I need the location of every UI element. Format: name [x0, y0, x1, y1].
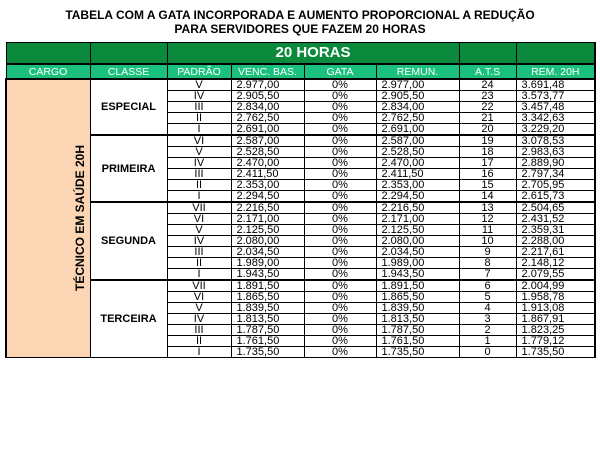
rem-20h-cell: 2.288,00 — [516, 236, 595, 247]
gata-cell: 0% — [304, 102, 376, 113]
classe-cell: TERCEIRA — [90, 280, 167, 358]
venc-bas-cell: 2.587,00 — [231, 135, 304, 147]
ats-cell: 4 — [459, 303, 516, 314]
banner-spacer-classe — [90, 43, 167, 65]
column-header-cargo: CARGO — [6, 64, 90, 79]
ats-cell: 11 — [459, 225, 516, 236]
column-header-ats: A.T.S — [459, 64, 516, 79]
gata-cell: 0% — [304, 225, 376, 236]
venc-bas-cell: 2.762,50 — [231, 113, 304, 124]
column-header-remun: REMUN. — [376, 64, 459, 79]
venc-bas-cell: 2.216,50 — [231, 202, 304, 214]
venc-bas-cell: 1.761,50 — [231, 336, 304, 347]
remun-cell: 2.528,50 — [376, 147, 459, 158]
padrao-cell: VI — [167, 135, 231, 147]
rem-20h-cell: 2.983,63 — [516, 147, 595, 158]
gata-cell: 0% — [304, 158, 376, 169]
venc-bas-cell: 2.080,00 — [231, 236, 304, 247]
venc-bas-cell: 2.528,50 — [231, 147, 304, 158]
padrao-cell: V — [167, 225, 231, 236]
rem-20h-cell: 3.573,77 — [516, 91, 595, 102]
gata-cell: 0% — [304, 79, 376, 91]
gata-cell: 0% — [304, 325, 376, 336]
rem-20h-cell: 2.431,52 — [516, 214, 595, 225]
venc-bas-cell: 1.735,50 — [231, 347, 304, 358]
rem-20h-cell: 1.958,78 — [516, 292, 595, 303]
cargo-cell — [6, 79, 90, 358]
rem-20h-cell: 1.823,25 — [516, 325, 595, 336]
venc-bas-cell: 2.905,50 — [231, 91, 304, 102]
rem-20h-cell: 1.913,08 — [516, 303, 595, 314]
remun-cell: 1.943,50 — [376, 269, 459, 281]
padrao-cell: II — [167, 336, 231, 347]
padrao-cell: III — [167, 169, 231, 180]
venc-bas-cell: 2.977,00 — [231, 79, 304, 91]
ats-cell: 9 — [459, 247, 516, 258]
gata-cell: 0% — [304, 91, 376, 102]
rem-20h-cell: 2.504,65 — [516, 202, 595, 214]
gata-cell: 0% — [304, 336, 376, 347]
padrao-cell: VI — [167, 214, 231, 225]
remun-cell: 1.989,00 — [376, 258, 459, 269]
column-header-venc-bas: VENC. BAS. — [231, 64, 304, 79]
ats-cell: 18 — [459, 147, 516, 158]
classe-cell: ESPECIAL — [90, 79, 167, 135]
remun-cell: 1.735,50 — [376, 347, 459, 358]
gata-cell: 0% — [304, 135, 376, 147]
venc-bas-cell: 1.787,50 — [231, 325, 304, 336]
ats-cell: 5 — [459, 292, 516, 303]
remun-cell: 2.587,00 — [376, 135, 459, 147]
venc-bas-cell: 1.989,00 — [231, 258, 304, 269]
venc-bas-cell: 1.943,50 — [231, 269, 304, 281]
ats-cell: 6 — [459, 280, 516, 292]
remun-cell: 1.813,50 — [376, 314, 459, 325]
venc-bas-cell: 2.353,00 — [231, 180, 304, 191]
banner-spacer-cargo — [6, 43, 90, 65]
title-line-2: PARA SERVIDORES QUE FAZEM 20 HORAS — [174, 22, 426, 36]
remun-cell: 2.294,50 — [376, 191, 459, 203]
padrao-cell: II — [167, 180, 231, 191]
rem-20h-cell: 3.691,48 — [516, 79, 595, 91]
banner-spacer-rem — [516, 43, 595, 65]
remun-cell: 2.905,50 — [376, 91, 459, 102]
padrao-cell: VII — [167, 280, 231, 292]
remun-cell: 2.834,00 — [376, 102, 459, 113]
remun-cell: 2.034,50 — [376, 247, 459, 258]
padrao-cell: IV — [167, 314, 231, 325]
ats-cell: 19 — [459, 135, 516, 147]
padrao-cell: I — [167, 124, 231, 136]
rem-20h-cell: 2.797,34 — [516, 169, 595, 180]
gata-cell: 0% — [304, 124, 376, 136]
venc-bas-cell: 1.865,50 — [231, 292, 304, 303]
remun-cell: 2.691,00 — [376, 124, 459, 136]
rem-20h-cell: 3.342,63 — [516, 113, 595, 124]
table-row — [6, 280, 595, 292]
remun-cell: 2.762,50 — [376, 113, 459, 124]
rem-20h-cell: 3.457,48 — [516, 102, 595, 113]
ats-cell: 0 — [459, 347, 516, 358]
rem-20h-cell: 3.229,20 — [516, 124, 595, 136]
padrao-cell: III — [167, 102, 231, 113]
remun-cell: 1.865,50 — [376, 292, 459, 303]
padrao-cell: IV — [167, 91, 231, 102]
gata-cell: 0% — [304, 191, 376, 203]
remun-cell: 2.171,00 — [376, 214, 459, 225]
column-header-gata: GATA — [304, 64, 376, 79]
gata-cell: 0% — [304, 113, 376, 124]
venc-bas-cell: 2.691,00 — [231, 124, 304, 136]
padrao-cell: I — [167, 347, 231, 358]
ats-cell: 8 — [459, 258, 516, 269]
rem-20h-cell: 2.615,73 — [516, 191, 595, 203]
padrao-cell: I — [167, 269, 231, 281]
remun-cell: 1.839,50 — [376, 303, 459, 314]
remun-cell: 1.891,50 — [376, 280, 459, 292]
rem-20h-cell: 2.148,12 — [516, 258, 595, 269]
venc-bas-cell: 2.034,50 — [231, 247, 304, 258]
ats-cell: 17 — [459, 158, 516, 169]
table-row — [6, 135, 595, 147]
padrao-cell: V — [167, 303, 231, 314]
venc-bas-cell: 2.834,00 — [231, 102, 304, 113]
ats-cell: 16 — [459, 169, 516, 180]
gata-cell: 0% — [304, 303, 376, 314]
padrao-cell: V — [167, 79, 231, 91]
remun-cell: 2.411,50 — [376, 169, 459, 180]
padrao-cell: I — [167, 191, 231, 203]
ats-cell: 24 — [459, 79, 516, 91]
title-line-1: TABELA COM A GATA INCORPORADA E AUMENTO PROPORCIONAL A REDUÇÃO — [65, 8, 535, 22]
remun-cell: 2.470,00 — [376, 158, 459, 169]
gata-cell: 0% — [304, 347, 376, 358]
remun-cell: 2.125,50 — [376, 225, 459, 236]
ats-cell: 13 — [459, 202, 516, 214]
ats-cell: 15 — [459, 180, 516, 191]
table-row — [6, 202, 595, 214]
rem-20h-cell: 1.779,12 — [516, 336, 595, 347]
ats-cell: 14 — [459, 191, 516, 203]
padrao-cell: III — [167, 247, 231, 258]
gata-cell: 0% — [304, 236, 376, 247]
rem-20h-cell: 2.359,31 — [516, 225, 595, 236]
padrao-cell: VI — [167, 292, 231, 303]
ats-cell: 21 — [459, 113, 516, 124]
gata-cell: 0% — [304, 169, 376, 180]
remun-cell: 1.787,50 — [376, 325, 459, 336]
padrao-cell: II — [167, 258, 231, 269]
ats-cell: 7 — [459, 269, 516, 281]
ats-cell: 20 — [459, 124, 516, 136]
hours-banner-row — [6, 43, 595, 65]
padrao-cell: V — [167, 147, 231, 158]
rem-20h-cell: 2.004,99 — [516, 280, 595, 292]
remun-cell: 2.977,00 — [376, 79, 459, 91]
gata-cell: 0% — [304, 247, 376, 258]
ats-cell: 12 — [459, 214, 516, 225]
venc-bas-cell: 2.411,50 — [231, 169, 304, 180]
gata-cell: 0% — [304, 180, 376, 191]
classe-cell: PRIMEIRA — [90, 135, 167, 202]
padrao-cell: II — [167, 113, 231, 124]
rem-20h-cell: 2.217,61 — [516, 247, 595, 258]
padrao-cell: IV — [167, 236, 231, 247]
salary-table — [5, 42, 596, 358]
gata-cell: 0% — [304, 214, 376, 225]
column-header-padrao: PADRÃO — [167, 64, 231, 79]
venc-bas-cell: 2.125,50 — [231, 225, 304, 236]
remun-cell: 2.080,00 — [376, 236, 459, 247]
column-header-rem-20h: REM. 20H — [516, 64, 595, 79]
remun-cell: 1.761,50 — [376, 336, 459, 347]
venc-bas-cell: 1.813,50 — [231, 314, 304, 325]
padrao-cell: III — [167, 325, 231, 336]
gata-cell: 0% — [304, 202, 376, 214]
ats-cell: 23 — [459, 91, 516, 102]
ats-cell: 10 — [459, 236, 516, 247]
remun-cell: 2.353,00 — [376, 180, 459, 191]
gata-cell: 0% — [304, 147, 376, 158]
classe-cell: SEGUNDA — [90, 202, 167, 280]
rem-20h-cell: 3.078,53 — [516, 135, 595, 147]
remun-cell: 2.216,50 — [376, 202, 459, 214]
gata-cell: 0% — [304, 280, 376, 292]
padrao-cell: VII — [167, 202, 231, 214]
column-header-row — [6, 64, 595, 79]
gata-cell: 0% — [304, 258, 376, 269]
hours-label: 20 HORAS — [167, 43, 459, 65]
ats-cell: 22 — [459, 102, 516, 113]
ats-cell: 2 — [459, 325, 516, 336]
rem-20h-cell: 1.735,50 — [516, 347, 595, 358]
table-row — [6, 79, 595, 91]
rem-20h-cell: 2.889,90 — [516, 158, 595, 169]
rem-20h-cell: 1.867,91 — [516, 314, 595, 325]
gata-cell: 0% — [304, 292, 376, 303]
venc-bas-cell: 2.171,00 — [231, 214, 304, 225]
venc-bas-cell: 1.839,50 — [231, 303, 304, 314]
venc-bas-cell: 1.891,50 — [231, 280, 304, 292]
ats-cell: 1 — [459, 336, 516, 347]
venc-bas-cell: 2.470,00 — [231, 158, 304, 169]
gata-cell: 0% — [304, 269, 376, 281]
venc-bas-cell: 2.294,50 — [231, 191, 304, 203]
column-header-classe: CLASSE — [90, 64, 167, 79]
rem-20h-cell: 2.079,55 — [516, 269, 595, 281]
padrao-cell: IV — [167, 158, 231, 169]
cargo-label: TÉCNICO EM SAÚDE 20H — [73, 144, 88, 292]
ats-cell: 3 — [459, 314, 516, 325]
rem-20h-cell: 2.705,95 — [516, 180, 595, 191]
banner-spacer-ats — [459, 43, 516, 65]
gata-cell: 0% — [304, 314, 376, 325]
